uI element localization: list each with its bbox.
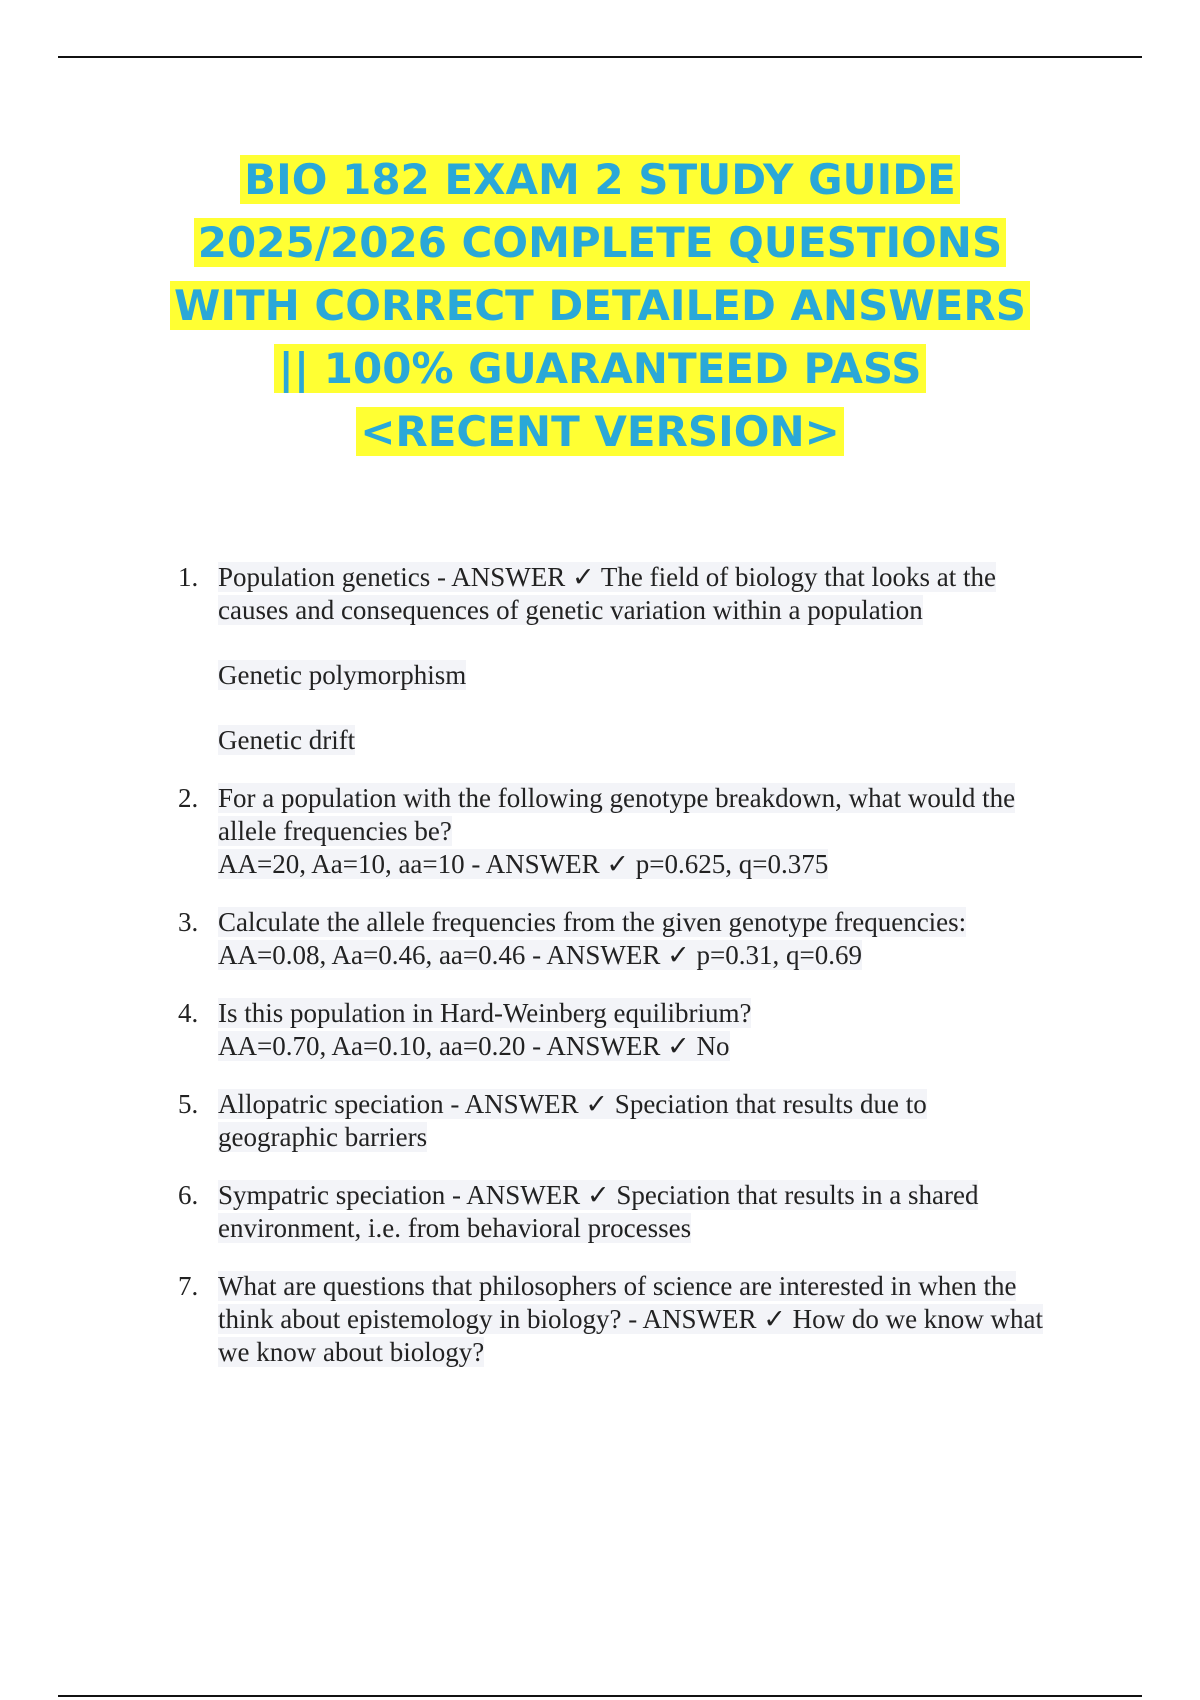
question-item	[178, 997, 1088, 1063]
extra-term-line	[218, 659, 1088, 692]
question-number: 2.	[178, 783, 199, 813]
question-number: 4.	[178, 998, 199, 1028]
question-text-line	[218, 594, 1088, 627]
question-item	[178, 1270, 1088, 1369]
question-number: 1.	[178, 562, 199, 592]
header-rule	[58, 56, 1142, 58]
question-text-line	[218, 1336, 1088, 1369]
question-text-line	[218, 1270, 1088, 1303]
title-line: WITH CORRECT DETAILED ANSWERS	[170, 281, 1030, 330]
question-text: think about epistemology in biology? - ANSWER ✓ How do we know what	[218, 1304, 1044, 1334]
question-text: Allopatric speciation - ANSWER ✓ Speciation that results due to	[218, 1089, 927, 1119]
question-text: For a population with the following genotype breakdown, what would the	[218, 783, 1016, 813]
question-item	[178, 1179, 1088, 1245]
question-item	[178, 782, 1088, 881]
question-text: Sympatric speciation - ANSWER ✓ Speciation that results in a shared	[218, 1180, 979, 1210]
extra-term: Genetic polymorphism	[218, 660, 467, 690]
question-text-line	[218, 997, 1088, 1030]
question-text-line	[218, 906, 1088, 939]
question-text: Is this population in Hard-Weinberg equilibrium?	[218, 998, 752, 1028]
question-text-line	[218, 1303, 1088, 1336]
question-text-line	[218, 939, 1088, 972]
question-text: environment, i.e. from behavioral processes	[218, 1213, 692, 1243]
question-text: Calculate the allele frequencies from the given genotype frequencies:	[218, 907, 967, 937]
question-text-line	[218, 1121, 1088, 1154]
document-title	[100, 148, 1100, 463]
question-text-line	[218, 782, 1088, 815]
question-item	[178, 906, 1088, 972]
footer-rule	[58, 1695, 1142, 1697]
title-line: 2025/2026 COMPLETE QUESTIONS	[194, 218, 1006, 267]
title-line: BIO 182 EXAM 2 STUDY GUIDE	[240, 155, 960, 204]
question-text: causes and consequences of genetic variation within a population	[218, 595, 923, 625]
question-text-line	[218, 815, 1088, 848]
question-item	[178, 561, 1088, 757]
question-text-line	[218, 561, 1088, 594]
question-text-line	[218, 1179, 1088, 1212]
question-text: geographic barriers	[218, 1122, 428, 1152]
question-text: AA=0.08, Aa=0.46, aa=0.46 - ANSWER ✓ p=0.31, q=0.69	[218, 940, 862, 970]
question-text: What are questions that philosophers of science are interested in when the	[218, 1271, 1017, 1301]
question-item	[178, 1088, 1088, 1154]
question-text: AA=0.70, Aa=0.10, aa=0.20 - ANSWER ✓ No	[218, 1031, 730, 1061]
question-text: allele frequencies be?	[218, 816, 452, 846]
question-text-line	[218, 1088, 1088, 1121]
question-text-line	[218, 1030, 1088, 1063]
question-number: 3.	[178, 907, 199, 937]
question-text-line	[218, 848, 1088, 881]
question-number: 6.	[178, 1180, 199, 1210]
title-line: <RECENT VERSION>	[356, 407, 844, 456]
question-text-line	[218, 1212, 1088, 1245]
question-list	[178, 561, 1088, 1394]
extra-term-line	[218, 724, 1088, 757]
title-line: || 100% GUARANTEED PASS	[274, 344, 925, 393]
question-number: 7.	[178, 1271, 199, 1301]
question-number: 5.	[178, 1089, 199, 1119]
question-text: we know about biology?	[218, 1337, 485, 1367]
question-text: Population genetics - ANSWER ✓ The field of biology that looks at the	[218, 562, 997, 592]
question-text: AA=20, Aa=10, aa=10 - ANSWER ✓ p=0.625, q=0.375	[218, 849, 829, 879]
extra-term: Genetic drift	[218, 725, 356, 755]
